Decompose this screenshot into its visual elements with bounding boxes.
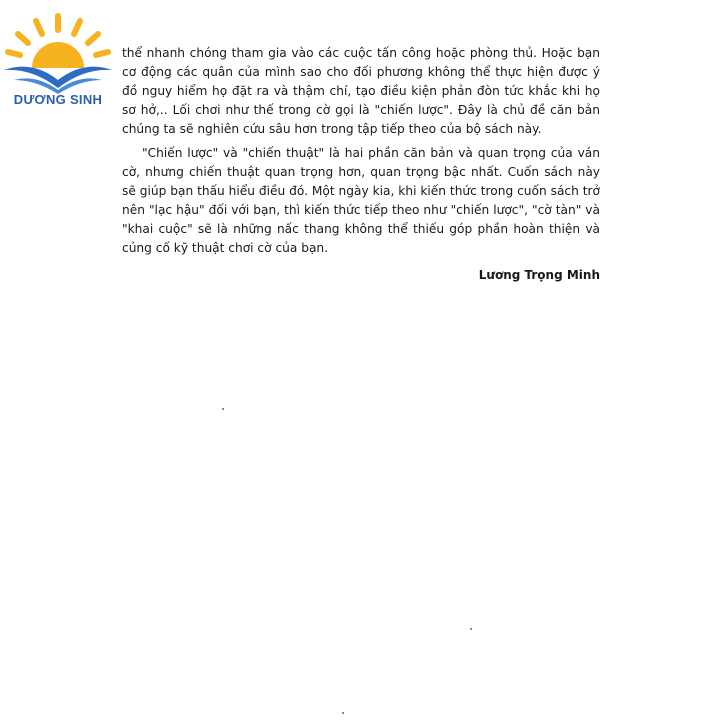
sunrise-icon xyxy=(2,10,114,94)
logo-text: DƯƠNG SINH xyxy=(13,92,103,107)
scan-speck xyxy=(342,712,344,714)
scan-speck xyxy=(222,408,224,410)
author-signature: Lương Trọng Minh xyxy=(478,268,600,282)
paragraph: "Chiến lược" và "chiến thuật" là hai phần căn bản và quan trọng của ván cờ, nhưng chiến thuật quan trọng hơn, quan trọng bậc nhất. Cuốn sách này sẽ giúp bạn thấu hiểu điều đó. Một ngày kia, khi kiến thức trong cuốn sách trở nên "lạc hậu" đối với bạn, thì kiến thức tiếp theo như "chiến lược", "cờ tàn" và "khai cuộc" sẽ là những nấc thang không thể thiếu góp phần hoàn thiện và củng cố kỹ thuật chơi cờ của bạn. xyxy=(122,146,600,255)
paragraph: thể nhanh chóng tham gia vào các cuộc tấn công hoặc phòng thủ. Hoặc bạn cơ động các quân của mình sao cho đối phương không thể thực hiện được ý đồ nguy hiểm họ đặt ra và thậm chí, tạo điều kiện phản đòn tức khắc khi họ sơ hở,.. Lối chơi như thế trong cờ gọi là "chiến lược". Đây là chủ đề căn bản chúng ta sẽ nghiên cứu sâu hơn trong tập tiếp theo của bộ sách này. xyxy=(122,46,600,136)
book-page-text xyxy=(122,44,600,285)
publisher-logo xyxy=(2,10,114,120)
scan-speck xyxy=(470,628,472,630)
